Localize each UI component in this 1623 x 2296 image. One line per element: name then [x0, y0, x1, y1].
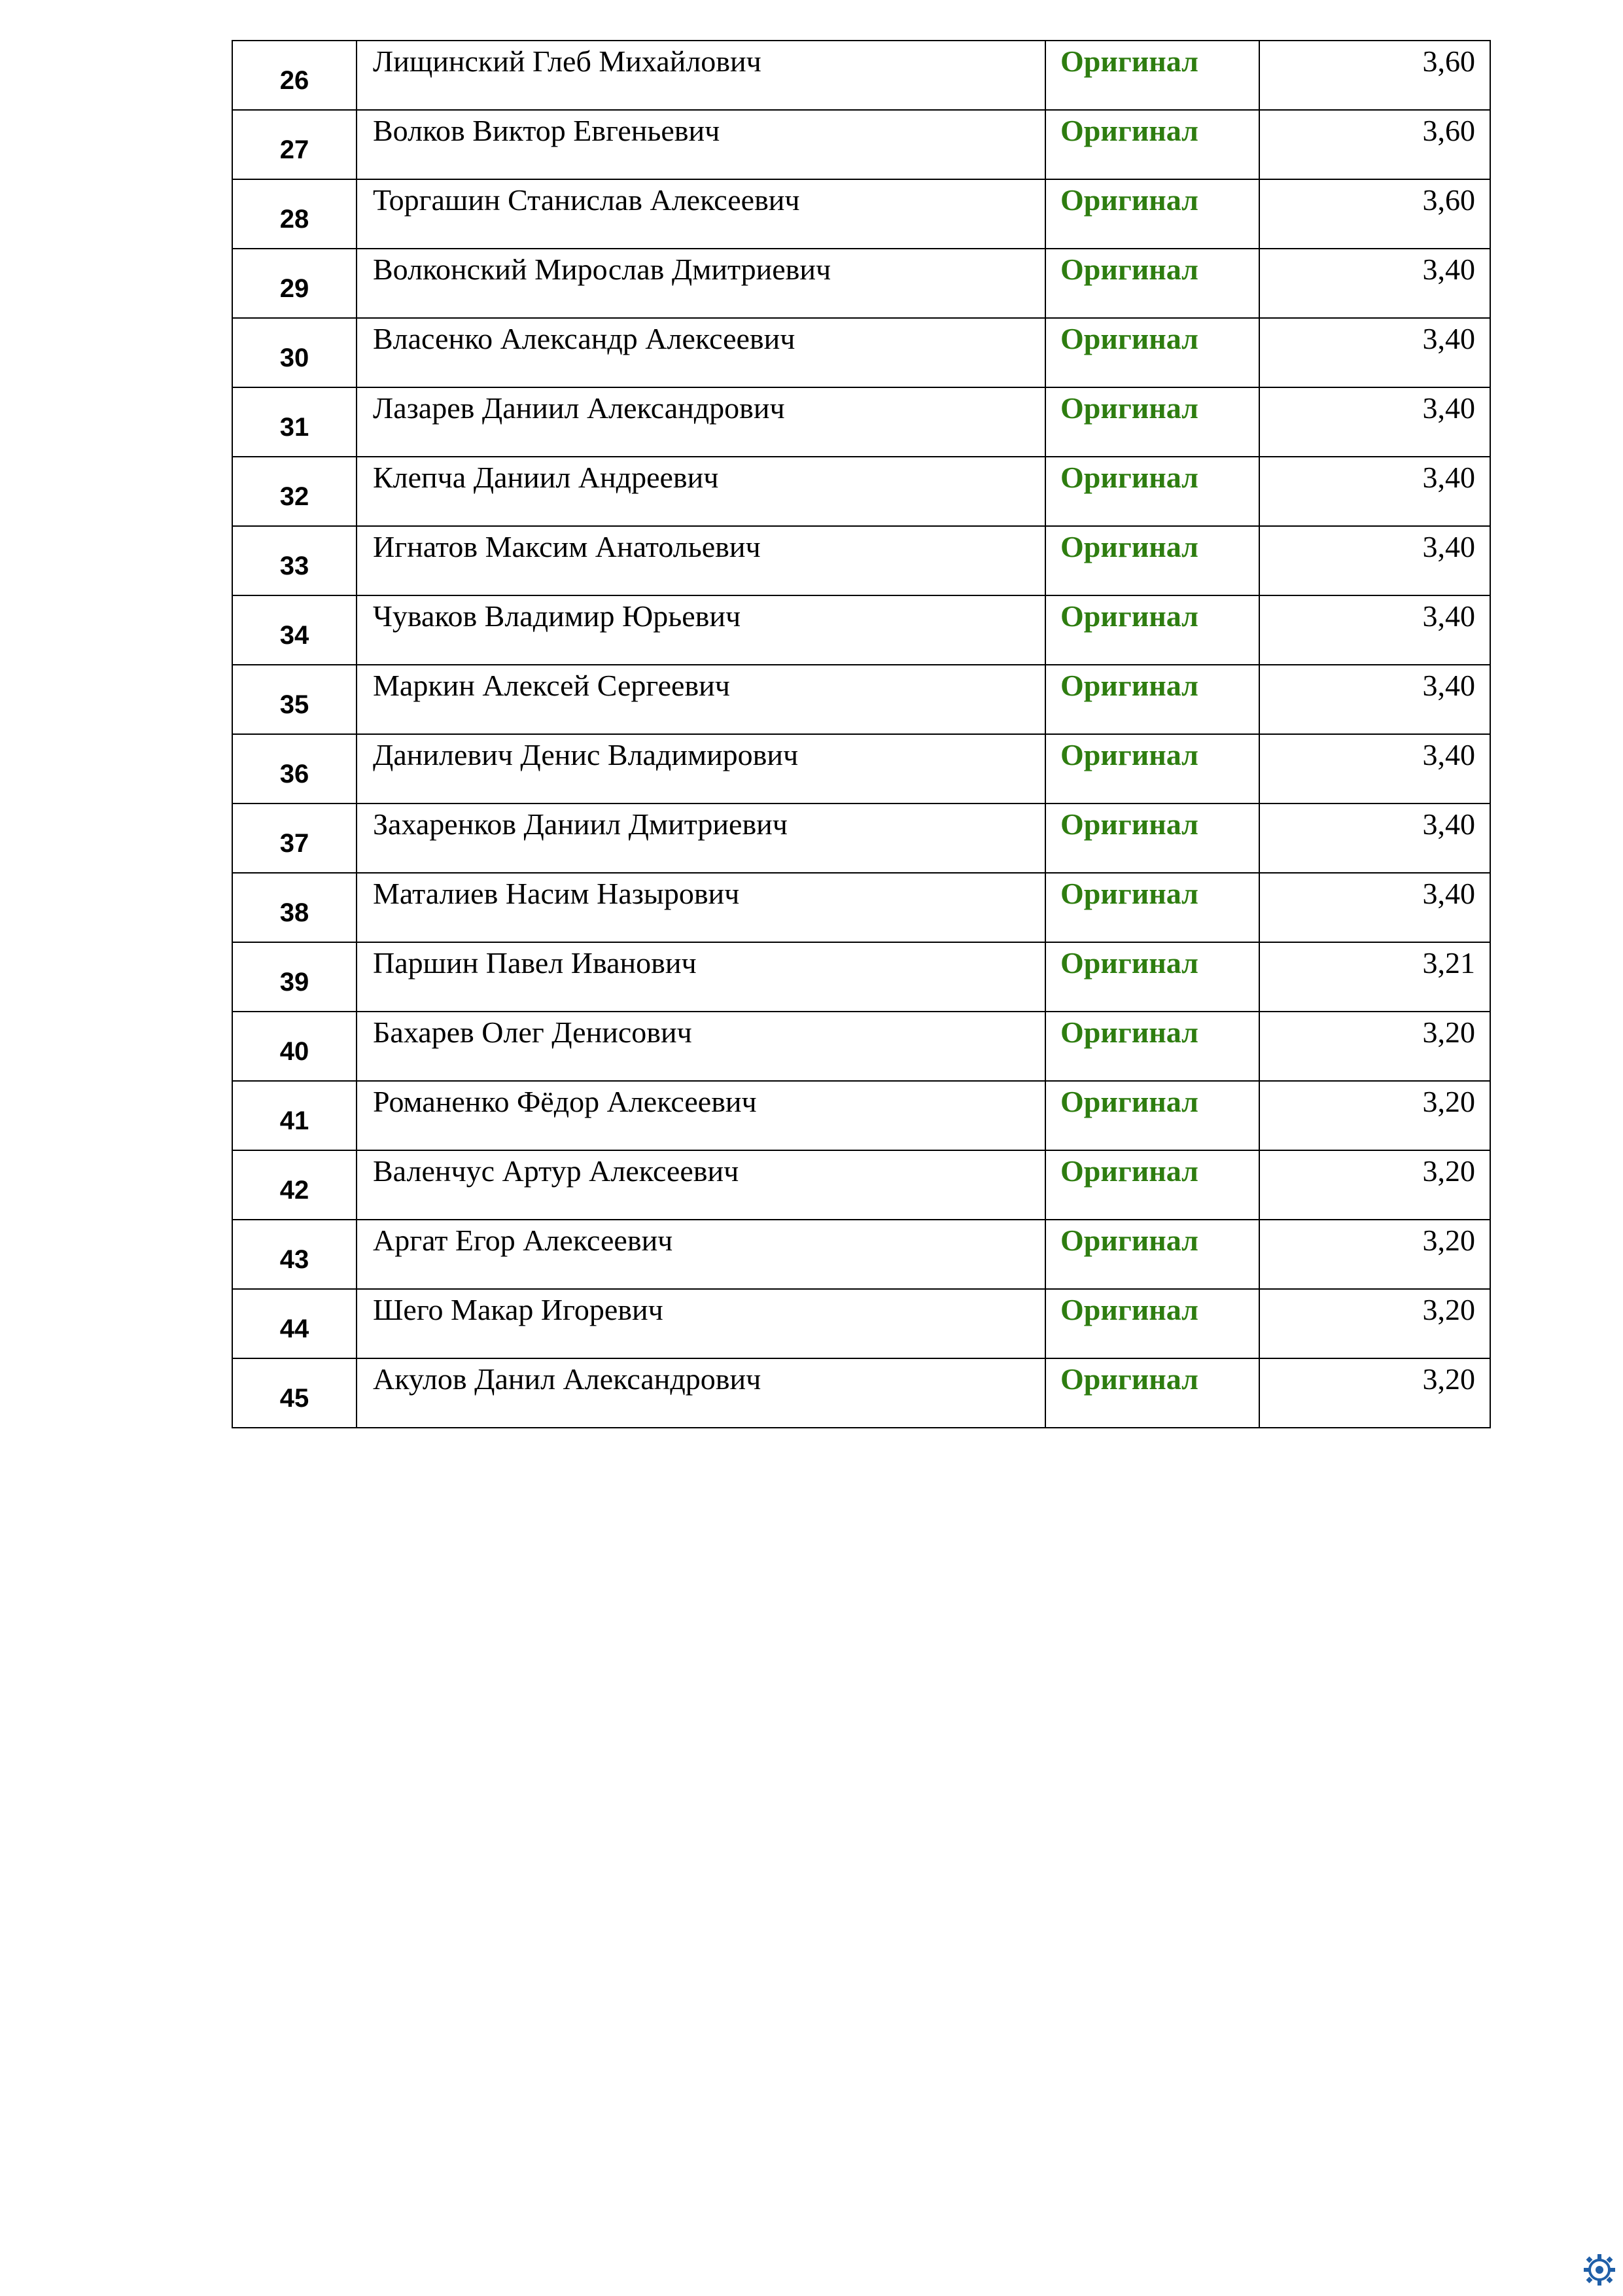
- average-score: 3,40: [1259, 665, 1490, 734]
- average-score: 3,20: [1259, 1220, 1490, 1289]
- applicant-name: Романенко Фёдор Алексеевич: [357, 1081, 1045, 1150]
- table-row: [232, 1150, 1490, 1220]
- document-status: Оригинал: [1045, 804, 1259, 873]
- average-score: 3,40: [1259, 804, 1490, 873]
- gear-emblem-icon: [1582, 2252, 1617, 2287]
- applicants-table-body: [232, 41, 1490, 1428]
- applicant-name: Шего Макар Игоревич: [357, 1289, 1045, 1358]
- table-row: [232, 526, 1490, 595]
- applicant-name: Клепча Даниил Андреевич: [357, 457, 1045, 526]
- row-number: 40: [232, 1012, 357, 1081]
- row-number: 31: [232, 387, 357, 457]
- document-status: Оригинал: [1045, 110, 1259, 179]
- applicant-name: Аргат Егор Алексеевич: [357, 1220, 1045, 1289]
- document-status: Оригинал: [1045, 318, 1259, 387]
- table-row: [232, 1081, 1490, 1150]
- row-number: 36: [232, 734, 357, 804]
- document-status: Оригинал: [1045, 249, 1259, 318]
- row-number: 43: [232, 1220, 357, 1289]
- average-score: 3,40: [1259, 457, 1490, 526]
- document-status: Оригинал: [1045, 665, 1259, 734]
- average-score: 3,20: [1259, 1012, 1490, 1081]
- average-score: 3,40: [1259, 249, 1490, 318]
- table-row: [232, 1358, 1490, 1428]
- table-row: [232, 1289, 1490, 1358]
- average-score: 3,20: [1259, 1081, 1490, 1150]
- document-status: Оригинал: [1045, 734, 1259, 804]
- document-status: Оригинал: [1045, 526, 1259, 595]
- table-row: [232, 110, 1490, 179]
- average-score: 3,60: [1259, 41, 1490, 110]
- applicant-name: Игнатов Максим Анатольевич: [357, 526, 1045, 595]
- row-number: 44: [232, 1289, 357, 1358]
- row-number: 26: [232, 41, 357, 110]
- row-number: 45: [232, 1358, 357, 1428]
- document-status: Оригинал: [1045, 942, 1259, 1012]
- table-row: [232, 387, 1490, 457]
- average-score: 3,40: [1259, 595, 1490, 665]
- applicant-name: Захаренков Даниил Дмитриевич: [357, 804, 1045, 873]
- applicant-name: Волконский Мирослав Дмитриевич: [357, 249, 1045, 318]
- table-row: [232, 41, 1490, 110]
- row-number: 32: [232, 457, 357, 526]
- row-number: 33: [232, 526, 357, 595]
- row-number: 35: [232, 665, 357, 734]
- average-score: 3,60: [1259, 179, 1490, 249]
- table-row: [232, 665, 1490, 734]
- table-row: [232, 595, 1490, 665]
- table-row: [232, 873, 1490, 942]
- applicant-name: Паршин Павел Иванович: [357, 942, 1045, 1012]
- document-status: Оригинал: [1045, 387, 1259, 457]
- applicant-name: Маркин Алексей Сергеевич: [357, 665, 1045, 734]
- document-status: Оригинал: [1045, 595, 1259, 665]
- applicant-name: Акулов Данил Александрович: [357, 1358, 1045, 1428]
- applicant-name: Лазарев Даниил Александрович: [357, 387, 1045, 457]
- row-number: 42: [232, 1150, 357, 1220]
- average-score: 3,40: [1259, 873, 1490, 942]
- applicant-name: Валенчус Артур Алексеевич: [357, 1150, 1045, 1220]
- row-number: 27: [232, 110, 357, 179]
- document-status: Оригинал: [1045, 1012, 1259, 1081]
- table-row: [232, 804, 1490, 873]
- table-row: [232, 249, 1490, 318]
- table-row: [232, 734, 1490, 804]
- document-status: Оригинал: [1045, 1358, 1259, 1428]
- document-status: Оригинал: [1045, 1081, 1259, 1150]
- table-row: [232, 1220, 1490, 1289]
- average-score: 3,20: [1259, 1358, 1490, 1428]
- applicant-name: Чуваков Владимир Юрьевич: [357, 595, 1045, 665]
- average-score: 3,40: [1259, 734, 1490, 804]
- applicant-name: Торгашин Станислав Алексеевич: [357, 179, 1045, 249]
- average-score: 3,40: [1259, 387, 1490, 457]
- row-number: 28: [232, 179, 357, 249]
- average-score: 3,40: [1259, 526, 1490, 595]
- document-status: Оригинал: [1045, 41, 1259, 110]
- applicant-name: Волков Виктор Евгеньевич: [357, 110, 1045, 179]
- document-status: Оригинал: [1045, 1289, 1259, 1358]
- average-score: 3,40: [1259, 318, 1490, 387]
- document-status: Оригинал: [1045, 457, 1259, 526]
- table-row: [232, 942, 1490, 1012]
- document-status: Оригинал: [1045, 1150, 1259, 1220]
- row-number: 38: [232, 873, 357, 942]
- table-row: [232, 179, 1490, 249]
- average-score: 3,21: [1259, 942, 1490, 1012]
- document-status: Оригинал: [1045, 179, 1259, 249]
- table-row: [232, 1012, 1490, 1081]
- row-number: 39: [232, 942, 357, 1012]
- row-number: 34: [232, 595, 357, 665]
- applicant-name: Данилевич Денис Владимирович: [357, 734, 1045, 804]
- table-row: [232, 318, 1490, 387]
- average-score: 3,60: [1259, 110, 1490, 179]
- table-row: [232, 457, 1490, 526]
- row-number: 29: [232, 249, 357, 318]
- applicant-name: Власенко Александр Алексеевич: [357, 318, 1045, 387]
- average-score: 3,20: [1259, 1150, 1490, 1220]
- applicant-name: Бахарев Олег Денисович: [357, 1012, 1045, 1081]
- document-status: Оригинал: [1045, 1220, 1259, 1289]
- document-status: Оригинал: [1045, 873, 1259, 942]
- applicant-name: Маталиев Насим Назырович: [357, 873, 1045, 942]
- row-number: 41: [232, 1081, 357, 1150]
- row-number: 37: [232, 804, 357, 873]
- row-number: 30: [232, 318, 357, 387]
- average-score: 3,20: [1259, 1289, 1490, 1358]
- applicants-table: [232, 40, 1491, 1428]
- applicant-name: Лищинский Глеб Михайлович: [357, 41, 1045, 110]
